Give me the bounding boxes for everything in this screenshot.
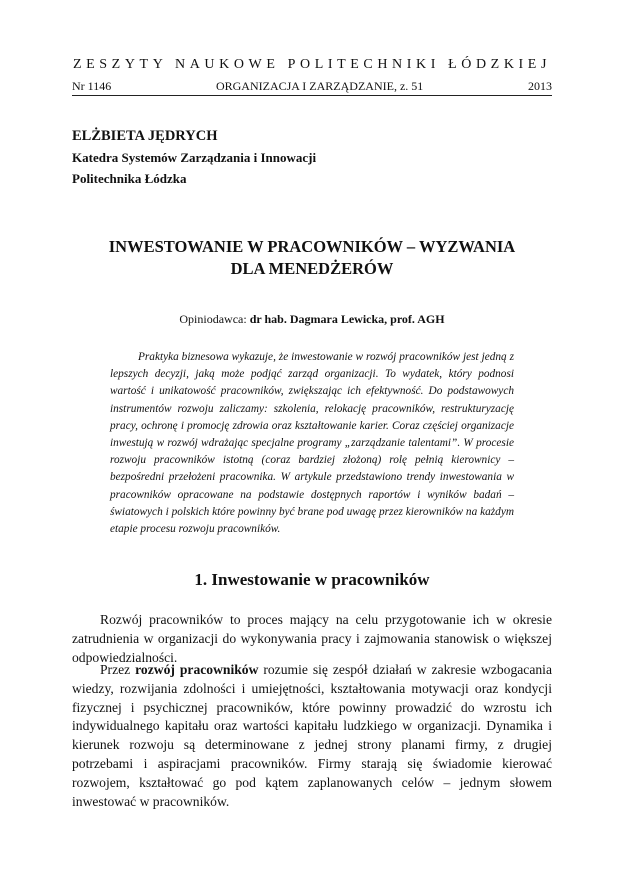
author-department: Katedra Systemów Zarządzania i Innowacji: [72, 150, 317, 165]
section-heading: 1. Inwestowanie w pracowników: [194, 570, 430, 589]
abstract: Praktyka biznesowa wykazuje, że inwestowanie w rozwój pracowników jest jedną z lepszych decyzji, jaką może podjąć zarząd organizacji. To wydatek, który podnosi wartość i unikatowość pracowników, zwiększając ich efektywność. Do podstawowych instrumentów rozwoju zaliczamy: szkolenia, relokację pracowników, restrukturyzację pracy, ochronę i promocję zdrowia oraz kształtowanie karier. Coraz częściej organizacje inwestują w rozwój wdrażając specjalne programy „zarządzanie talentami”. W procesie rozwoju pracowników istotną (coraz bardziej złożoną) rolę pełnią kierownicy – bezpośredni przełożeni pracownika. W artykule przedstawiono trendy inwestowania w pracowników opracowane na podstawie dostępnych raportów i wyników badań – światowych i polskich które powinny być brane pod uwagę przez kierowników na każdym etapie procesu rozwoju pracowników.: [110, 351, 514, 536]
reviewer-label: Opiniodawca:: [179, 312, 250, 326]
body-paragraph-1: Rozwój pracowników to proces mający na celu przygotowanie ich w okresie zatrudnienia w organizacji do wykonywania pracy i zajmowania stanowisk o większej odpowiedzialności.: [72, 612, 552, 665]
paragraph-2-start: Przez: [100, 662, 136, 677]
author-name: ELŻBIETA JĘDRYCH: [72, 128, 218, 144]
article-title-line-2: DLA MENEDŻERÓW: [230, 259, 394, 278]
series-name: ORGANIZACJA I ZARZĄDZANIE, z. 51: [215, 79, 424, 93]
reviewer-name: dr hab. Dagmara Lewicka, prof. AGH: [249, 312, 445, 326]
reviewer-line: [72, 312, 552, 327]
journal-title: ZESZYTY NAUKOWE POLITECHNIKI ŁÓDZKIEJ: [72, 57, 551, 72]
issue-year: 2013: [528, 79, 552, 93]
issue-number: Nr 1146: [72, 79, 112, 93]
article-title: [72, 236, 552, 280]
article-title-line-1: INWESTOWANIE W PRACOWNIKÓW – WYZWANIA: [108, 237, 516, 256]
body-paragraph-2: [72, 661, 552, 811]
header-rule: [72, 95, 552, 96]
issue-line: [72, 79, 552, 94]
paragraph-2-rest: rozumie się zespół działań w zakresie wzbogacania wiedzy, rozwijania zdolności i umiejętności, kształtowania motywacji oraz kondycji fizycznej i psychicznej pracowników, które powinny prowadzić do wzrostu ich indywidualnego kapitału oraz wartości kapitału ludzkiego w organizacji. Dynamika i kierunek rozwoju są determinowane z jednej strony planami firmy, z drugiej potrzebami i aspiracjami pracowników. Firmy starają się świadomie kierować rozwojem, kształtować go pod kątem zaplanowanych celów – jednym słowem inwestować w pracowników.: [72, 662, 552, 809]
author-university: Politechnika Łódzka: [72, 171, 187, 186]
paragraph-2-term: rozwój pracowników: [135, 662, 259, 677]
